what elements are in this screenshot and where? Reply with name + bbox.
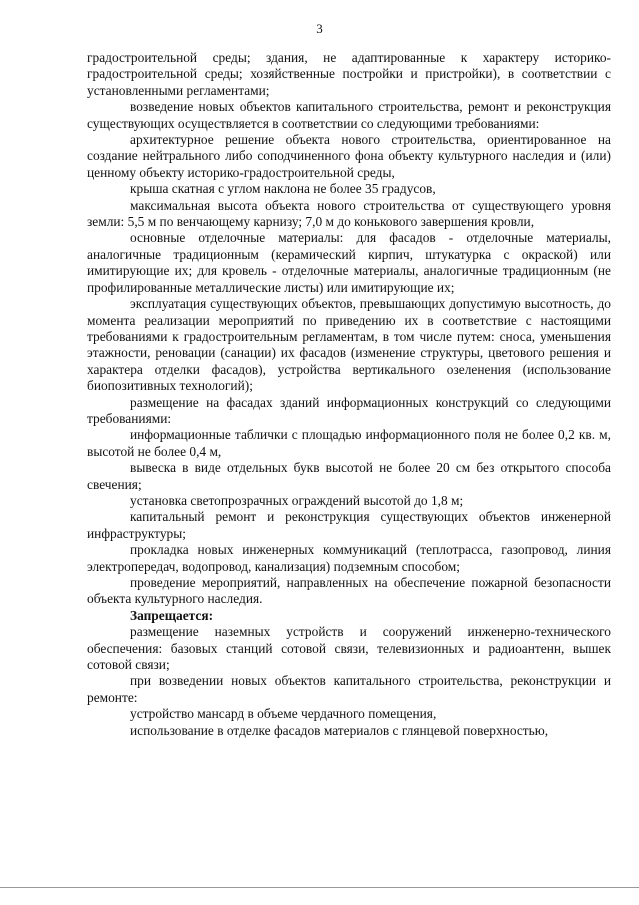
paragraph: градостроительной среды; здания, не адаптированные к характеру историко-градостроительной среды; хозяйственные постройки и пристройки), в соответствии с установленными регламентами; (87, 50, 611, 98)
paragraph: размещение наземных устройств и сооружений инженерно-технического обеспечения: базовых станций сотовой связи, телевизионных и радиоантенн, вышек сотовой связи; (87, 624, 611, 673)
section-heading: Запрещается: (130, 607, 214, 623)
paragraph: прокладка новых инженерных коммуникаций (теплотрасса, газопровод, линия электропередач, водопровод, канализация) подземным способом; (87, 542, 611, 574)
page-number: 3 (316, 21, 323, 36)
document-body (87, 50, 611, 739)
paragraph: проведение мероприятий, направленных на обеспечение пожарной безопасности объекта культурного наследия. (87, 575, 611, 607)
paragraph: максимальная высота объекта нового строительства от существующего уровня земли: 5,5 м по венчающему карнизу; 7,0 м до конькового завершения кровли, (87, 197, 611, 230)
paragraph: крыша скатная с углом наклона не более 35 градусов, (130, 181, 436, 197)
paragraph: размещение на фасадах зданий информационных конструкций со следующими требованиями: (87, 394, 611, 426)
paragraph: вывеска в виде отдельных букв высотой не более 20 см без открытого способа свечения; (87, 460, 611, 492)
paragraph: установка светопрозрачных ограждений высотой до 1,8 м; (130, 492, 464, 508)
paragraph: основные отделочные материалы: для фасадов - отделочные материалы, аналогичные традиционным (керамический кирпич, штукатурка с окраской) или имитирующие их; для кровель - отделочные материалы, аналогичные традиционным (не профилированные металлические листы) или имитирующие их; (87, 230, 611, 295)
paragraph: при возведении новых объектов капитального строительства, реконструкции и ремонте: (87, 673, 611, 705)
paragraph: информационные таблички с площадью информационного поля не более 0,2 кв. м, высотой не более 0,4 м, (87, 427, 611, 459)
paragraph: устройство мансард в объеме чердачного помещения, (130, 706, 437, 722)
paragraph: капитальный ремонт и реконструкция существующих объектов инженерной инфраструктуры; (87, 509, 611, 541)
paragraph: архитектурное решение объекта нового строительства, ориентированное на создание нейтрального либо соподчиненного фона объекту культурного наследия и (или) ценному объекту историко-градостроительной среды, (87, 132, 611, 180)
paragraph: эксплуатация существующих объектов, превышающих допустимую высотность, до момента реализации мероприятий по приведению их в соответствие с настоящими требованиями к градостроительным регламентам, в том числе путем: сноса, уменьшения этажности, реновации (санации) их фасадов (изменение структуры, цветового решения и характера отделки фасадов), устройства вертикального озеленения (использование биопозитивных технологий); (87, 296, 611, 394)
page-bottom-edge (0, 887, 639, 888)
paragraph: возведение новых объектов капитального строительства, ремонт и реконструкция существующих осуществляется в соответствии со следующими требованиями: (87, 99, 611, 131)
paragraph: использование в отделке фасадов материалов с глянцевой поверхностью, (130, 722, 549, 738)
